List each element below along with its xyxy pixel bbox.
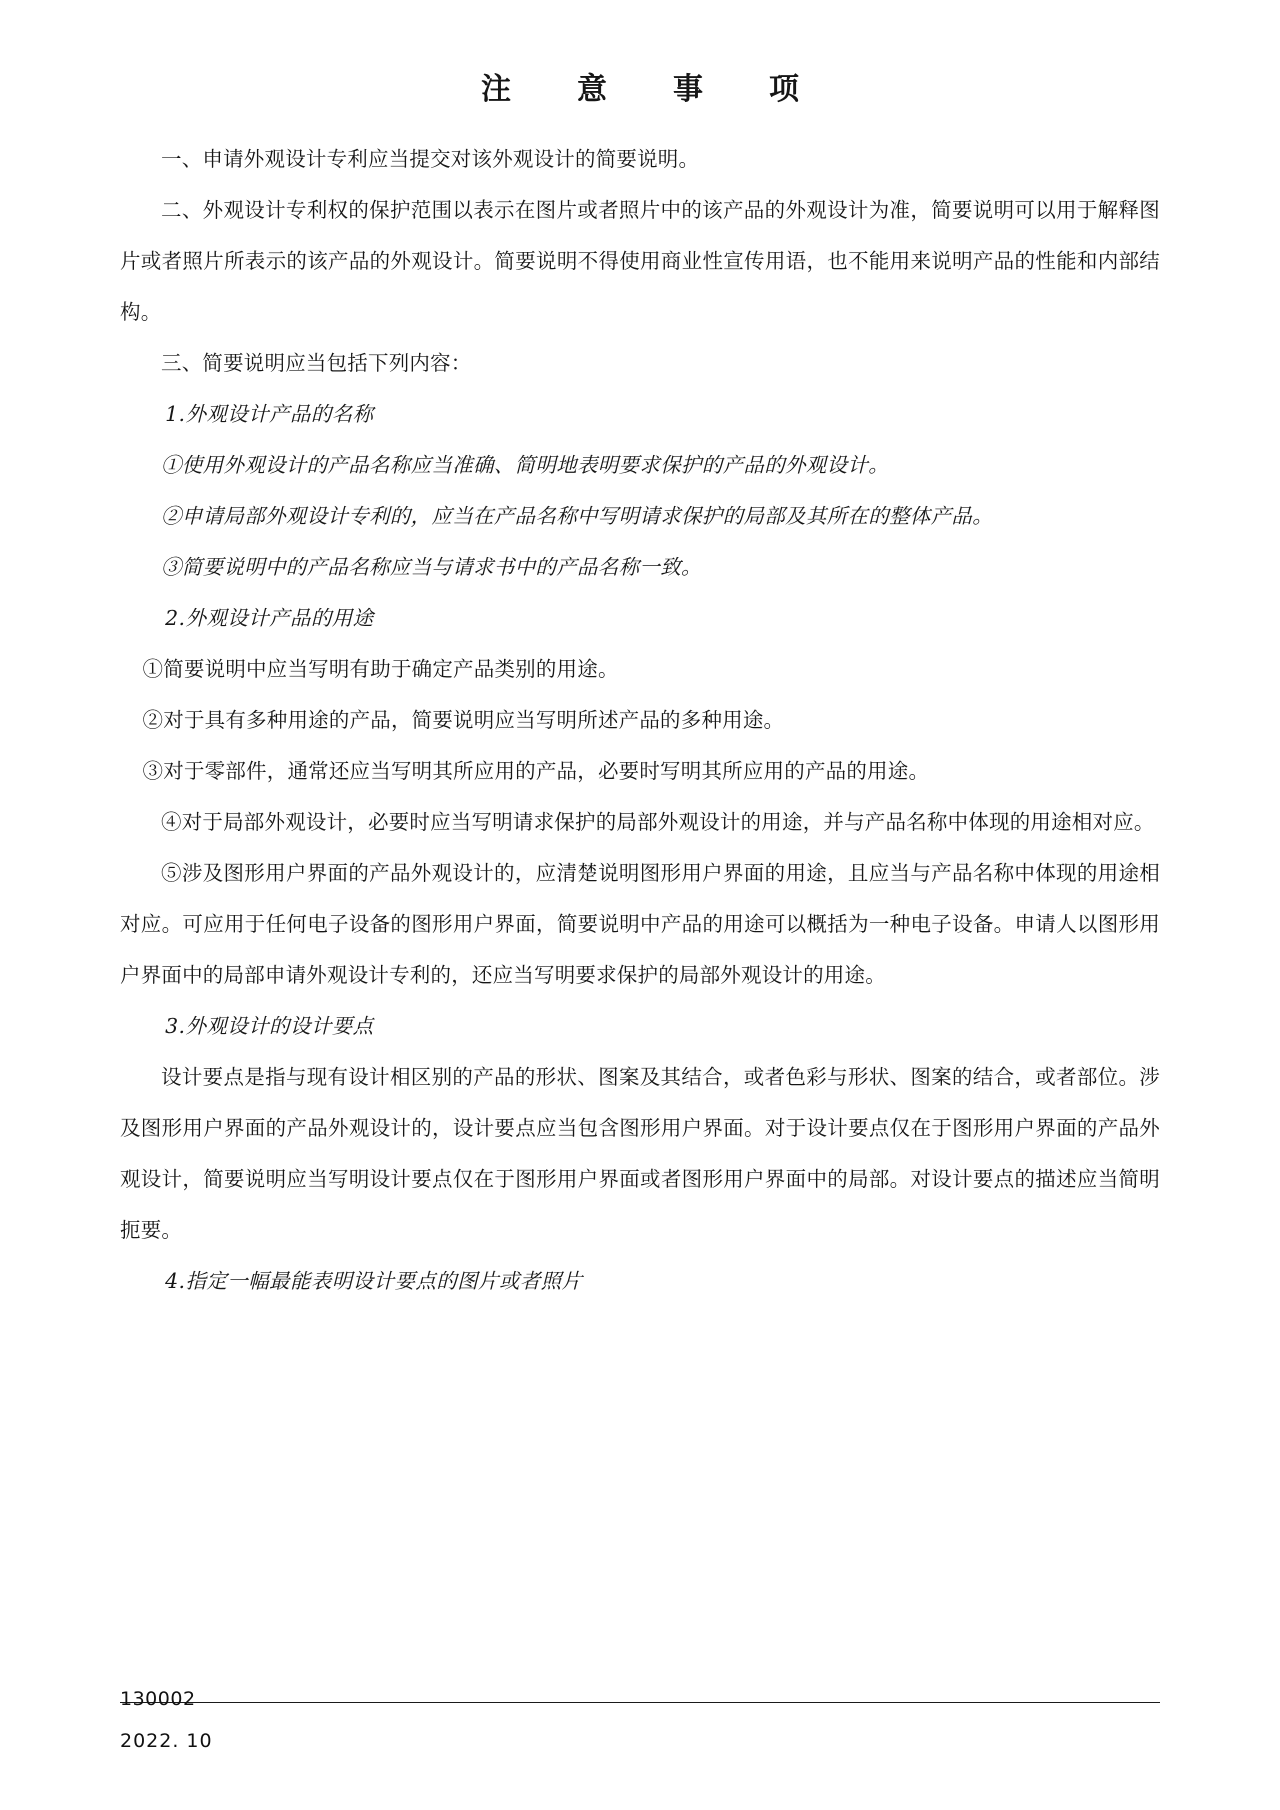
footer-divider (120, 1702, 1160, 1703)
sub-2-item-1: ①简要说明中应当写明有助于确定产品类别的用途。 (142, 657, 619, 681)
sub-1-item-3: ③简要说明中的产品名称应当与请求书中的产品名称一致。 (161, 555, 702, 579)
item-two: 二、外观设计专利权的保护范围以表示在图片或者照片中的该产品的外观设计为准，简要说明可以用于解释图片或者照片所表示的该产品的外观设计。简要说明不得使用商业性宣传用语，也不能用来说明产品的性能和内部结构。 (120, 198, 1160, 324)
sub-1-item-1: ①使用外观设计的产品名称应当准确、简明地表明要求保护的产品的外观设计。 (161, 453, 889, 477)
footer-date: 2022. 10 (120, 1730, 213, 1752)
page-title: 注 意 事 项 (481, 72, 817, 107)
sub-2-item-3: ③对于零部件，通常还应当写明其所应用的产品，必要时写明其所应用的产品的用途。 (142, 759, 930, 783)
page-footer (120, 1670, 1160, 1810)
footer-form-code: 130002 (120, 1688, 196, 1710)
item-one: 一、申请外观设计专利应当提交对该外观设计的简要说明。 (161, 147, 700, 171)
sub-2-heading: 2.外观设计产品的用途 (165, 606, 374, 630)
sub-2-item-4: ④对于局部外观设计，必要时应当写明请求保护的局部外观设计的用途，并与产品名称中体现的用途相对应。 (161, 810, 1155, 834)
document-body (120, 134, 1160, 1307)
item-three: 三、简要说明应当包括下列内容： (161, 351, 472, 375)
sub-4-heading: 4.指定一幅最能表明设计要点的图片或者照片 (165, 1269, 583, 1293)
sub-3-heading: 3.外观设计的设计要点 (165, 1014, 374, 1038)
sub-3-body: 设计要点是指与现有设计相区别的产品的形状、图案及其结合，或者色彩与形状、图案的结合，或者部位。涉及图形用户界面的产品外观设计的，设计要点应当包含图形用户界面。对于设计要点仅在于图形用户界面的产品外观设计，简要说明应当写明设计要点仅在于图形用户界面或者图形用户界面中的局部。对设计要点的描述应当简明扼要。 (120, 1065, 1160, 1242)
sub-1-item-2: ②申请局部外观设计专利的，应当在产品名称中写明请求保护的局部及其所在的整体产品。 (161, 504, 993, 528)
sub-2-item-2: ②对于具有多种用途的产品，简要说明应当写明所述产品的多种用途。 (142, 708, 785, 732)
sub-2-item-5: ⑤涉及图形用户界面的产品外观设计的，应清楚说明图形用户界面的用途，且应当与产品名称中体现的用途相对应。可应用于任何电子设备的图形用户界面，简要说明中产品的用途可以概括为一种电子设备。申请人以图形用户界面中的局部申请外观设计专利的，还应当写明要求保护的局部外观设计的用途。 (120, 861, 1160, 987)
sub-1-heading: 1.外观设计产品的名称 (165, 402, 374, 426)
